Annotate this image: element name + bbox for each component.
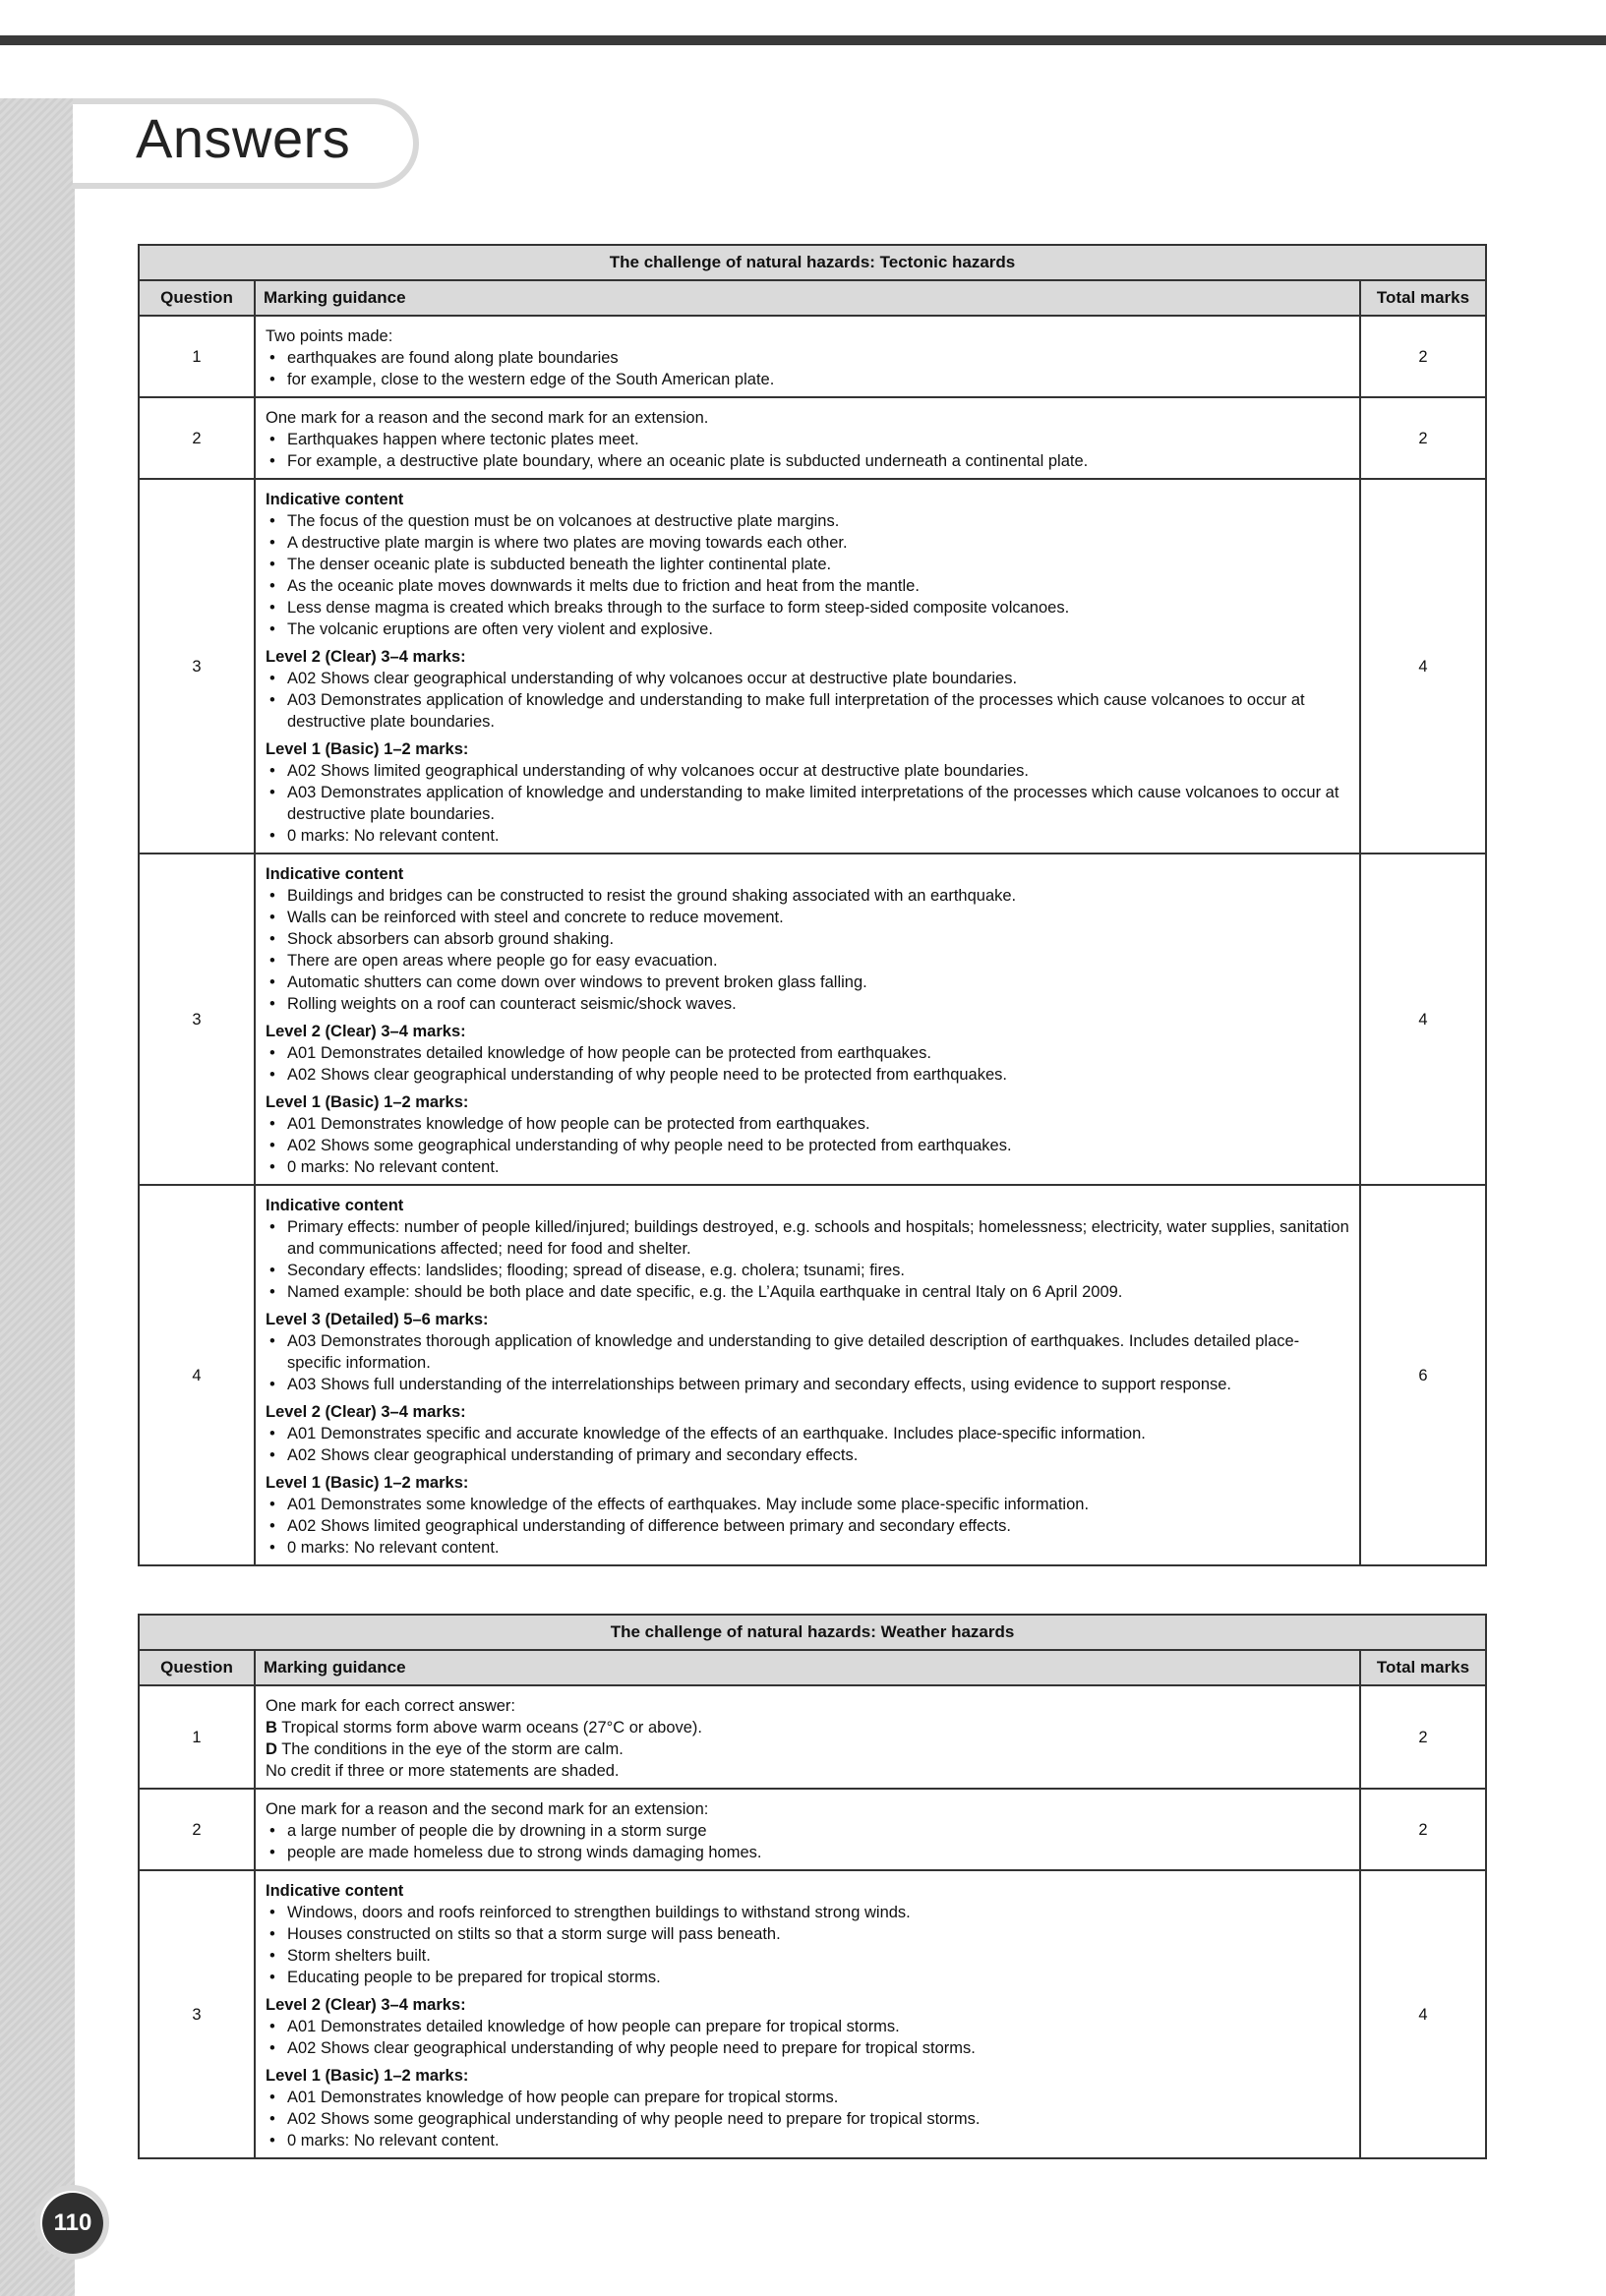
table-row [139, 479, 1486, 854]
column-header-guidance: Marking guidance [255, 1650, 1360, 1685]
list-item: • A destructive plate margin is where two plates are moving towards each other. [266, 532, 1349, 554]
list-item: • A02 Shows limited geographical understanding of difference between primary and secondary effects. [266, 1515, 1349, 1537]
list-item: • 0 marks: No relevant content. [266, 1156, 1349, 1178]
list-item: • Automatic shutters can come down over windows to prevent broken glass falling. [266, 971, 1349, 993]
bullet-list [266, 2016, 1349, 2059]
list-item: • The denser oceanic plate is subducted beneath the lighter continental plate. [266, 554, 1349, 575]
question-number: 3 [139, 854, 255, 1185]
bullet-list [266, 1820, 1349, 1863]
guidance-heading: Level 3 (Detailed) 5–6 marks: [266, 1311, 489, 1328]
list-item: • A02 Shows clear geographical understanding of why people need to be protected from earthquakes. [266, 1064, 1349, 1086]
list-item: • The volcanic eruptions are often very violent and explosive. [266, 618, 1349, 640]
guidance-heading: Indicative content [266, 491, 404, 508]
list-item: • A02 Shows clear geographical understanding of why people need to prepare for tropical storms. [266, 2037, 1349, 2059]
list-item: • Educating people to be prepared for tropical storms. [266, 1967, 1349, 1988]
question-number: 1 [139, 316, 255, 397]
list-item: • A01 Demonstrates detailed knowledge of how people can prepare for tropical storms. [266, 2016, 1349, 2037]
question-number: 2 [139, 397, 255, 479]
table-row [139, 1870, 1486, 2158]
column-header-question: Question [139, 280, 255, 316]
guidance-heading: Level 2 (Clear) 3–4 marks: [266, 1023, 466, 1040]
top-rule [0, 35, 1606, 45]
bullet-list [266, 1042, 1349, 1086]
tectonic-hazards-table [138, 244, 1485, 1566]
table-caption: The challenge of natural hazards: Tectonic hazards [139, 245, 1486, 280]
table-row [139, 854, 1486, 1185]
bullet-list [266, 1330, 1349, 1395]
list-item: • earthquakes are found along plate boundaries [266, 347, 1349, 369]
table-row [139, 397, 1486, 479]
marking-guidance [255, 316, 1360, 397]
marking-guidance [255, 397, 1360, 479]
guidance-heading: Level 1 (Basic) 1–2 marks: [266, 740, 469, 758]
answer-letter: D [266, 1740, 277, 1758]
list-item: • A03 Demonstrates thorough application of knowledge and understanding to give detailed description of earthquakes. Includes detailed place-specific information. [266, 1330, 1349, 1374]
list-item: • A03 Demonstrates application of knowledge and understanding to make limited interpretations of the processes which cause volcanoes to occur at destructive plate boundaries. [266, 782, 1349, 825]
marking-guidance [255, 1870, 1360, 2158]
list-item: • Less dense magma is created which breaks through to the surface to form steep-sided composite volcanoes. [266, 597, 1349, 618]
list-item: • Walls can be reinforced with steel and concrete to reduce movement. [266, 907, 1349, 928]
total-marks: 2 [1360, 1685, 1486, 1789]
bullet-list [266, 1902, 1349, 1988]
total-marks: 2 [1360, 1789, 1486, 1870]
list-item: • Houses constructed on stilts so that a storm surge will pass beneath. [266, 1923, 1349, 1945]
list-item: • A01 Demonstrates some knowledge of the effects of earthquakes. May include some place-specific information. [266, 1494, 1349, 1515]
list-item: • Shock absorbers can absorb ground shaking. [266, 928, 1349, 950]
column-header-question: Question [139, 1650, 255, 1685]
list-item: • There are open areas where people go for easy evacuation. [266, 950, 1349, 971]
question-number: 2 [139, 1789, 255, 1870]
answer-text: Tropical storms form above warm oceans (27°C or above). [276, 1719, 703, 1737]
marking-guidance [255, 854, 1360, 1185]
guidance-heading: Indicative content [266, 1197, 404, 1214]
guidance-heading: Indicative content [266, 865, 404, 883]
question-number: 1 [139, 1685, 255, 1789]
guidance-text: One mark for each correct answer: [266, 1697, 516, 1715]
list-item: • a large number of people die by drowning in a storm surge [266, 1820, 1349, 1842]
list-item: • A02 Shows clear geographical understanding of why volcanoes occur at destructive plate boundaries. [266, 668, 1349, 689]
question-number: 3 [139, 1870, 255, 2158]
list-item: • Storm shelters built. [266, 1945, 1349, 1967]
question-number: 3 [139, 479, 255, 854]
total-marks: 2 [1360, 397, 1486, 479]
marking-guidance [255, 479, 1360, 854]
page-number: 110 [42, 2193, 103, 2254]
total-marks: 6 [1360, 1185, 1486, 1565]
list-item: • A03 Shows full understanding of the interrelationships between primary and secondary effects, using evidence to support response. [266, 1374, 1349, 1395]
guidance-heading: Level 2 (Clear) 3–4 marks: [266, 1996, 466, 2014]
column-header-guidance: Marking guidance [255, 280, 1360, 316]
bullet-list [266, 2087, 1349, 2151]
list-item: • A02 Shows some geographical understanding of why people need to be protected from earthquakes. [266, 1135, 1349, 1156]
bullet-list [266, 1216, 1349, 1303]
bullet-list [266, 1113, 1349, 1178]
guidance-heading: Indicative content [266, 1882, 404, 1900]
list-item: • A02 Shows limited geographical understanding of why volcanoes occur at destructive plate boundaries. [266, 760, 1349, 782]
total-marks: 4 [1360, 479, 1486, 854]
guidance-text: No credit if three or more statements are shaded. [266, 1762, 620, 1780]
bullet-list [266, 510, 1349, 640]
list-item: • people are made homeless due to strong winds damaging homes. [266, 1842, 1349, 1863]
table-row [139, 1185, 1486, 1565]
column-header-marks: Total marks [1360, 280, 1486, 316]
list-item: • A02 Shows some geographical understanding of why people need to prepare for tropical storms. [266, 2108, 1349, 2130]
total-marks: 4 [1360, 854, 1486, 1185]
marking-guidance [255, 1685, 1360, 1789]
list-item: • A01 Demonstrates knowledge of how people can prepare for tropical storms. [266, 2087, 1349, 2108]
guidance-heading: Level 1 (Basic) 1–2 marks: [266, 1093, 469, 1111]
list-item: • A01 Demonstrates knowledge of how people can be protected from earthquakes. [266, 1113, 1349, 1135]
list-item: • for example, close to the western edge of the South American plate. [266, 369, 1349, 390]
list-item: • A01 Demonstrates detailed knowledge of how people can be protected from earthquakes. [266, 1042, 1349, 1064]
marking-guidance [255, 1185, 1360, 1565]
column-header-marks: Total marks [1360, 1650, 1486, 1685]
guidance-text: Two points made: [266, 327, 393, 345]
side-strip [0, 98, 75, 2296]
total-marks: 2 [1360, 316, 1486, 397]
weather-hazards-table [138, 1614, 1485, 2159]
page-title: Answers [136, 107, 351, 169]
answer-text: The conditions in the eye of the storm are calm. [276, 1740, 624, 1758]
total-marks: 4 [1360, 1870, 1486, 2158]
list-item: • Earthquakes happen where tectonic plates meet. [266, 429, 1349, 450]
list-item: • 0 marks: No relevant content. [266, 825, 1349, 847]
bullet-list [266, 668, 1349, 733]
guidance-heading: Level 1 (Basic) 1–2 marks: [266, 1474, 469, 1492]
list-item: • As the oceanic plate moves downwards it melts due to friction and heat from the mantle. [266, 575, 1349, 597]
list-item: • 0 marks: No relevant content. [266, 2130, 1349, 2151]
table-caption: The challenge of natural hazards: Weather hazards [139, 1615, 1486, 1650]
bullet-list [266, 1494, 1349, 1559]
guidance-text: One mark for a reason and the second mark for an extension. [266, 409, 709, 427]
bullet-list [266, 347, 1349, 390]
list-item: • A03 Demonstrates application of knowledge and understanding to make full interpretation of the processes which cause volcanoes to occur at destructive plate boundaries. [266, 689, 1349, 733]
list-item: • Primary effects: number of people killed/injured; buildings destroyed, e.g. schools and hospitals; homelessness; electricity, water supplies, sanitation and communications affected; need for food and shelter. [266, 1216, 1349, 1260]
table-row [139, 316, 1486, 397]
list-item: • For example, a destructive plate boundary, where an oceanic plate is subducted underneath a continental plate. [266, 450, 1349, 472]
bullet-list [266, 760, 1349, 847]
table-body [139, 1685, 1486, 2158]
list-item: • Named example: should be both place and date specific, e.g. the L’Aquila earthquake in central Italy on 6 April 2009. [266, 1281, 1349, 1303]
list-item: • Rolling weights on a roof can counteract seismic/shock waves. [266, 993, 1349, 1015]
marking-guidance [255, 1789, 1360, 1870]
bullet-list [266, 429, 1349, 472]
question-number: 4 [139, 1185, 255, 1565]
list-item: • The focus of the question must be on volcanoes at destructive plate margins. [266, 510, 1349, 532]
answer-option [266, 1738, 1349, 1760]
list-item: • Buildings and bridges can be constructed to resist the ground shaking associated with an earthquake. [266, 885, 1349, 907]
guidance-heading: Level 2 (Clear) 3–4 marks: [266, 648, 466, 666]
answer-letter: B [266, 1719, 277, 1737]
table-body [139, 316, 1486, 1565]
guidance-heading: Level 2 (Clear) 3–4 marks: [266, 1403, 466, 1421]
bullet-list [266, 1423, 1349, 1466]
list-item: • Secondary effects: landslides; flooding; spread of disease, e.g. cholera; tsunami; fires. [266, 1260, 1349, 1281]
list-item: • Windows, doors and roofs reinforced to strengthen buildings to withstand strong winds. [266, 1902, 1349, 1923]
answer-option [266, 1717, 1349, 1738]
guidance-heading: Level 1 (Basic) 1–2 marks: [266, 2067, 469, 2085]
table-row [139, 1789, 1486, 1870]
list-item: • 0 marks: No relevant content. [266, 1537, 1349, 1559]
guidance-text: One mark for a reason and the second mark for an extension: [266, 1800, 709, 1818]
bullet-list [266, 885, 1349, 1015]
table-row [139, 1685, 1486, 1789]
list-item: • A01 Demonstrates specific and accurate knowledge of the effects of an earthquake. Includes place-specific information. [266, 1423, 1349, 1444]
list-item: • A02 Shows clear geographical understanding of primary and secondary effects. [266, 1444, 1349, 1466]
